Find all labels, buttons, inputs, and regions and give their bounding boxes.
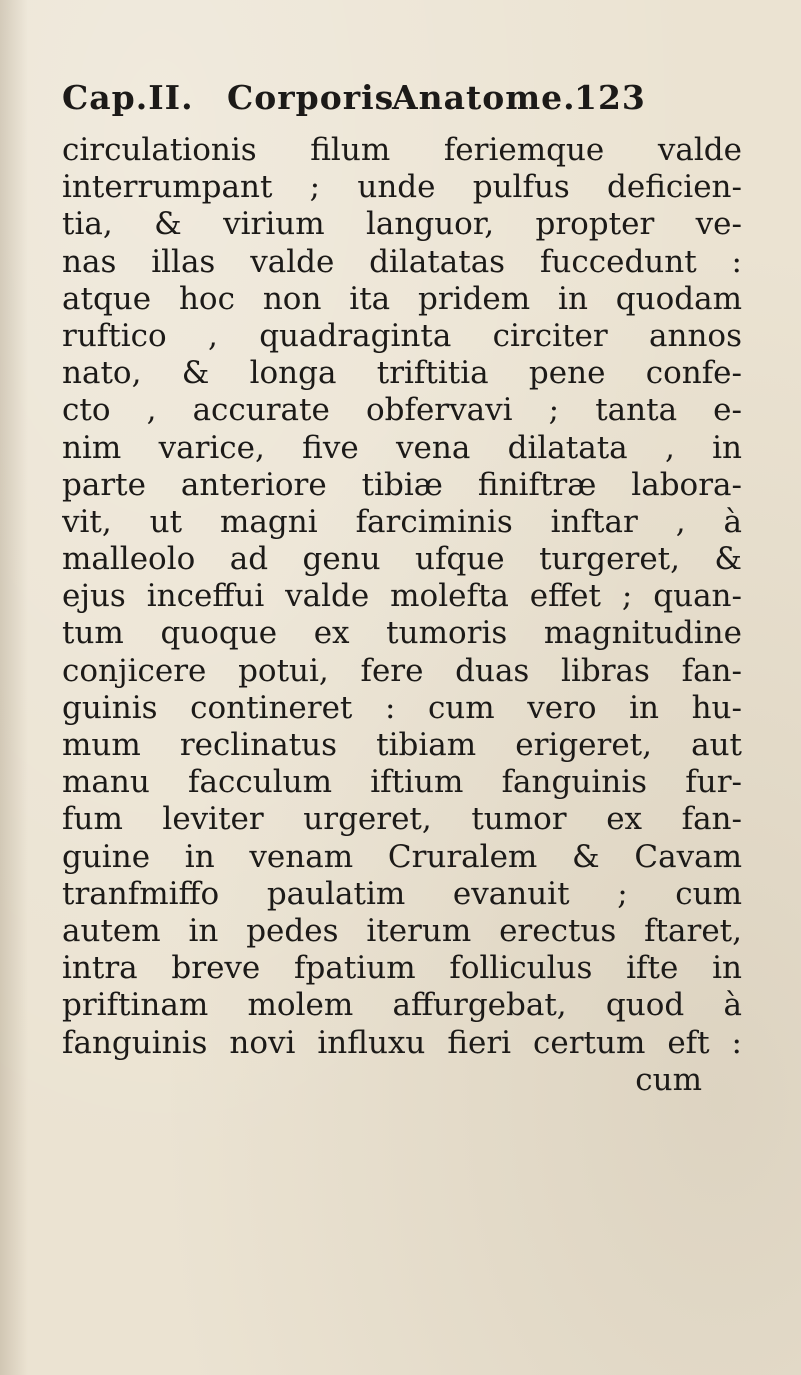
header-title: Anatome. [392,78,576,117]
text-line: guinis contineret : cum vero in hu- [62,689,742,726]
text-line: priftinam molem affurgebat, quod à [62,987,742,1024]
text-line: fum leviter urgeret, tumor ex fan- [62,801,742,838]
text-line: vit, ut magni farciminis inftar , à [62,503,742,540]
text-line: tranfmiffo paulatim evanuit ; cum [62,875,742,912]
text-line: autem in pedes iterum erectus ftaret, [62,912,742,949]
text-line: mum reclinatus tibiam erigeret, aut [62,727,742,763]
text-line: tia, & virium languor, propter ve- [62,206,742,243]
text-line: intra breve fpatium folliculus ifte in [62,950,742,987]
text-line: guine in venam Cruralem & Cavam [62,838,742,875]
page-number: 123 [574,78,646,117]
body-text [62,132,742,1099]
text-line: conjicere potui, fere duas libras fan- [62,652,742,689]
text-line: nas illas valde dilatatas fuccedunt : [62,243,742,280]
text-line: ejus inceffui valde molefta effet ; quan- [62,578,742,615]
text-line: tum quoque ex tumoris magnitudine [62,615,742,652]
header-chapter: Cap.II. [62,78,194,117]
text-line: circulationis filum feriemque valde [62,132,742,168]
page-fold-shadow [0,0,28,1375]
text-line: cto , accurate obfervavi ; tanta e- [62,392,742,429]
running-header [62,78,662,128]
text-line: interrumpant ; unde pulfus deficien- [62,169,742,206]
text-line: parte anteriore tibiæ finiftræ labora- [62,466,742,503]
header-section: Corporis [227,78,395,117]
text-line: ruftico , quadraginta circiter annos [62,317,742,354]
text-line: nato, & longa triftitia pene confe- [62,355,742,392]
text-line: fanguinis novi influxu fieri certum eft : [62,1024,742,1061]
text-line: nim varice, five vena dilatata , in [62,429,742,466]
text-line: manu facculum iftium fanguinis fur- [62,764,742,801]
catchword: cum [635,1061,702,1098]
text-line: malleolo ad genu ufque turgeret, & [62,541,742,578]
text-line: atque hoc non ita pridem in quodam [62,280,742,317]
